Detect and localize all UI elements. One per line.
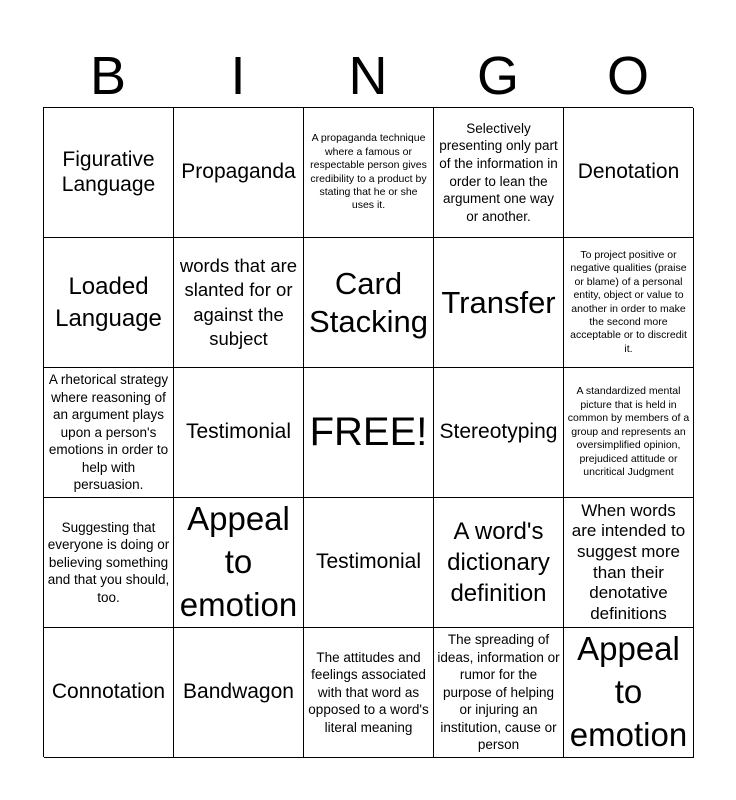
bingo-grid	[43, 107, 693, 757]
bingo-cell-r1c1[interactable]: Figurative Language	[44, 108, 174, 238]
header-letter-b: B	[89, 46, 127, 106]
bingo-cell-r2c3[interactable]: Card Stacking	[304, 238, 434, 368]
bingo-cell-r2c5[interactable]: To project positive or negative qualities (praise or blame) of a personal entity, object or value to another in order to make the second more acceptable or to discredit it.	[564, 238, 694, 368]
bingo-cell-r1c3[interactable]: A propaganda technique where a famous or respectable person gives credibility to a product by stating that he or she uses it.	[304, 108, 434, 238]
bingo-cell-r1c2[interactable]: Propaganda	[174, 108, 304, 238]
header-letter-i: I	[230, 46, 246, 106]
bingo-cell-r5c2[interactable]: Bandwagon	[174, 628, 304, 758]
header-letter-n: N	[348, 46, 388, 106]
header-letter-o: O	[606, 46, 649, 106]
bingo-cell-r4c4[interactable]: A word's dictionary definition	[434, 498, 564, 628]
bingo-cell-r4c3[interactable]: Testimonial	[304, 498, 434, 628]
bingo-cell-r3c4[interactable]: Stereotyping	[434, 368, 564, 498]
bingo-cell-r1c5[interactable]: Denotation	[564, 108, 694, 238]
header-letter-g: G	[476, 46, 519, 106]
bingo-cell-r2c1[interactable]: Loaded Language	[44, 238, 174, 368]
free-space-cell[interactable]: FREE!	[304, 368, 434, 498]
bingo-cell-r3c2[interactable]: Testimonial	[174, 368, 304, 498]
bingo-cell-r3c5[interactable]: A standardized mental picture that is held in common by members of a group and represents an oversimplified opinion, prejudiced attitude or uncritical Judgment	[564, 368, 694, 498]
bingo-cell-r5c1[interactable]: Connotation	[44, 628, 174, 758]
bingo-cell-r4c5[interactable]: When words are intended to suggest more than their denotative definitions	[564, 498, 694, 628]
bingo-cell-r4c1[interactable]: Suggesting that everyone is doing or believing something and that you should, too.	[44, 498, 174, 628]
bingo-cell-r5c4[interactable]: The spreading of ideas, information or rumor for the purpose of helping or injuring an institution, cause or person	[434, 628, 564, 758]
bingo-cell-r3c1[interactable]: A rhetorical strategy where reasoning of an argument plays upon a person's emotions in order to help with persuasion.	[44, 368, 174, 498]
bingo-cell-r5c3[interactable]: The attitudes and feelings associated with that word as opposed to a word's literal meaning	[304, 628, 434, 758]
bingo-cell-r2c2[interactable]: words that are slanted for or against the subject	[174, 238, 304, 368]
bingo-cell-r2c4[interactable]: Transfer	[434, 238, 564, 368]
bingo-header	[43, 40, 693, 106]
bingo-cell-r1c4[interactable]: Selectively presenting only part of the information in order to lean the argument one way or another.	[434, 108, 564, 238]
bingo-cell-r4c2[interactable]: Appeal to emotion	[174, 498, 304, 628]
bingo-cell-r5c5[interactable]: Appeal to emotion	[564, 628, 694, 758]
